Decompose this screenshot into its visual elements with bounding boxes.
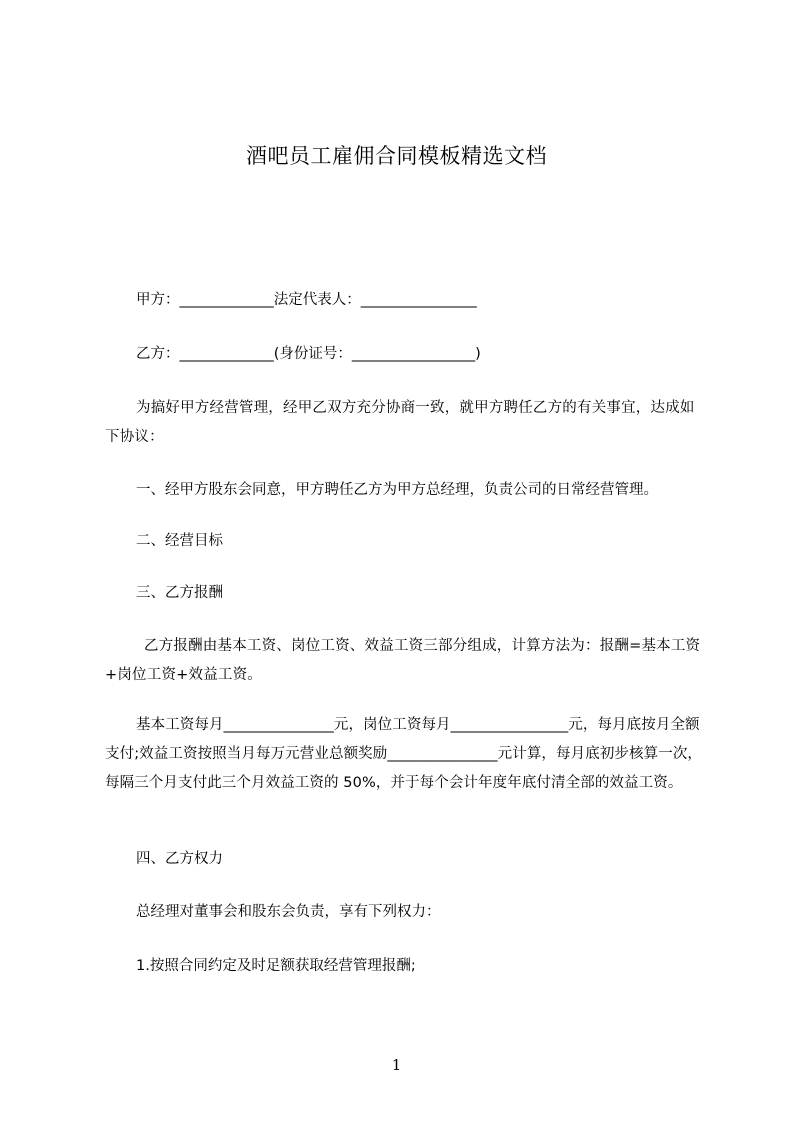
document-title: 酒吧员工雇佣合同模板精选文档 (246, 144, 547, 168)
clause-4-heading: 四、乙方权力 (136, 851, 223, 867)
party-b-line: 乙方：_____________(身份证号：_________________) (136, 346, 481, 362)
party-a-line: 甲方：_____________法定代表人：________________ (136, 292, 477, 308)
pay-method-paragraph: 乙方报酬由基本工资、岗位工资、效益工资三部分组成，计算方法为：报酬=基本工资+岗位工资+效益工资。 (105, 638, 701, 683)
clause-3-heading: 三、乙方报酬 (136, 585, 223, 601)
pay-detail-paragraph: 基本工资每月_______________元，岗位工资每月________________元，每月底按月全额支付;效益工资按照当月每万元营业总额奖励_______________元计算，每月底初步核算一次，每隔三个月支付此三个月效益工资的 50%，并于每个会计年度年底付清全部的效益工资。 (105, 717, 703, 791)
page-number: 1 (391, 1056, 402, 1074)
rights-intro: 总经理对董事会和股东会负责，享有下列权力： (136, 904, 441, 920)
intro-paragraph: 为搞好甲方经营管理，经甲乙双方充分协商一致，就甲方聘任乙方的有关事宜，达成如下协议： (105, 400, 695, 445)
clause-1: 一、经甲方股东会同意，甲方聘任乙方为甲方总经理，负责公司的日常经营管理。 (136, 482, 658, 498)
right-item-1: 1.按照合同约定及时足额获取经营管理报酬; (136, 958, 416, 974)
clause-2-heading: 二、经营目标 (136, 533, 223, 549)
